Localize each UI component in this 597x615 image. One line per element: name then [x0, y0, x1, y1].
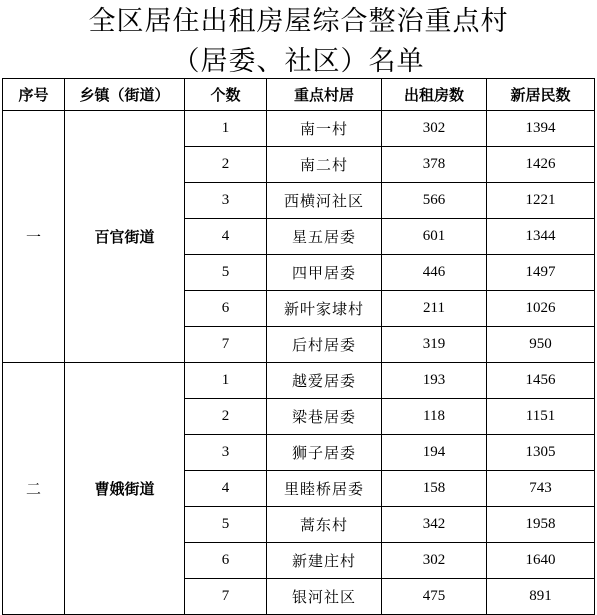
resident-count: 1394 — [487, 111, 595, 147]
rental-count: 601 — [382, 219, 487, 255]
rental-count: 118 — [382, 399, 487, 435]
village-name: 星五居委 — [267, 219, 382, 255]
resident-count: 1640 — [487, 543, 595, 579]
village-name: 新建庄村 — [267, 543, 382, 579]
row-number: 3 — [185, 435, 267, 471]
page-subtitle: （居委、社区）名单 — [172, 46, 425, 77]
resident-count: 1305 — [487, 435, 595, 471]
village-name: 新叶家埭村 — [267, 291, 382, 327]
header-row — [3, 79, 595, 111]
village-name: 南一村 — [267, 111, 382, 147]
resident-count: 1026 — [487, 291, 595, 327]
village-name: 狮子居委 — [267, 435, 382, 471]
resident-count: 1497 — [487, 255, 595, 291]
row-number: 1 — [185, 363, 267, 399]
resident-count: 1958 — [487, 507, 595, 543]
resident-count: 1344 — [487, 219, 595, 255]
header-count: 个数 — [185, 79, 267, 111]
row-number: 7 — [185, 327, 267, 363]
resident-count: 1456 — [487, 363, 595, 399]
village-name: 蒿东村 — [267, 507, 382, 543]
village-name: 梁巷居委 — [267, 399, 382, 435]
rental-count: 319 — [382, 327, 487, 363]
rental-count: 342 — [382, 507, 487, 543]
header-town: 乡镇（街道） — [65, 79, 185, 111]
row-number: 5 — [185, 255, 267, 291]
village-name: 越爱居委 — [267, 363, 382, 399]
rental-count: 566 — [382, 183, 487, 219]
group-seq: 二 — [3, 363, 65, 615]
resident-count: 743 — [487, 471, 595, 507]
rental-count: 193 — [382, 363, 487, 399]
resident-count: 1221 — [487, 183, 595, 219]
resident-count: 1151 — [487, 399, 595, 435]
rental-count: 158 — [382, 471, 487, 507]
rental-count: 302 — [382, 111, 487, 147]
table-row — [3, 111, 595, 147]
row-number: 6 — [185, 543, 267, 579]
village-name: 里睦桥居委 — [267, 471, 382, 507]
row-number: 1 — [185, 111, 267, 147]
header-rental-houses: 出租房数 — [382, 79, 487, 111]
village-table — [2, 78, 595, 615]
group-town: 百官街道 — [65, 111, 185, 363]
row-number: 2 — [185, 147, 267, 183]
village-name: 西横河社区 — [267, 183, 382, 219]
rental-count: 378 — [382, 147, 487, 183]
row-number: 7 — [185, 579, 267, 615]
page-title: 全区居住出租房屋综合整治重点村 — [88, 6, 509, 37]
resident-count: 1426 — [487, 147, 595, 183]
header-new-residents: 新居民数 — [487, 79, 595, 111]
row-number: 4 — [185, 471, 267, 507]
header-seq: 序号 — [3, 79, 65, 111]
group-seq: 一 — [3, 111, 65, 363]
village-name: 后村居委 — [267, 327, 382, 363]
row-number: 3 — [185, 183, 267, 219]
row-number: 5 — [185, 507, 267, 543]
rental-count: 475 — [382, 579, 487, 615]
header-village: 重点村居 — [267, 79, 382, 111]
row-number: 4 — [185, 219, 267, 255]
rental-count: 446 — [382, 255, 487, 291]
row-number: 2 — [185, 399, 267, 435]
rental-count: 211 — [382, 291, 487, 327]
rental-count: 194 — [382, 435, 487, 471]
village-name: 四甲居委 — [267, 255, 382, 291]
table-row — [3, 363, 595, 399]
village-name: 银河社区 — [267, 579, 382, 615]
group-town: 曹娥街道 — [65, 363, 185, 615]
resident-count: 950 — [487, 327, 595, 363]
rental-count: 302 — [382, 543, 487, 579]
village-name: 南二村 — [267, 147, 382, 183]
resident-count: 891 — [487, 579, 595, 615]
row-number: 6 — [185, 291, 267, 327]
